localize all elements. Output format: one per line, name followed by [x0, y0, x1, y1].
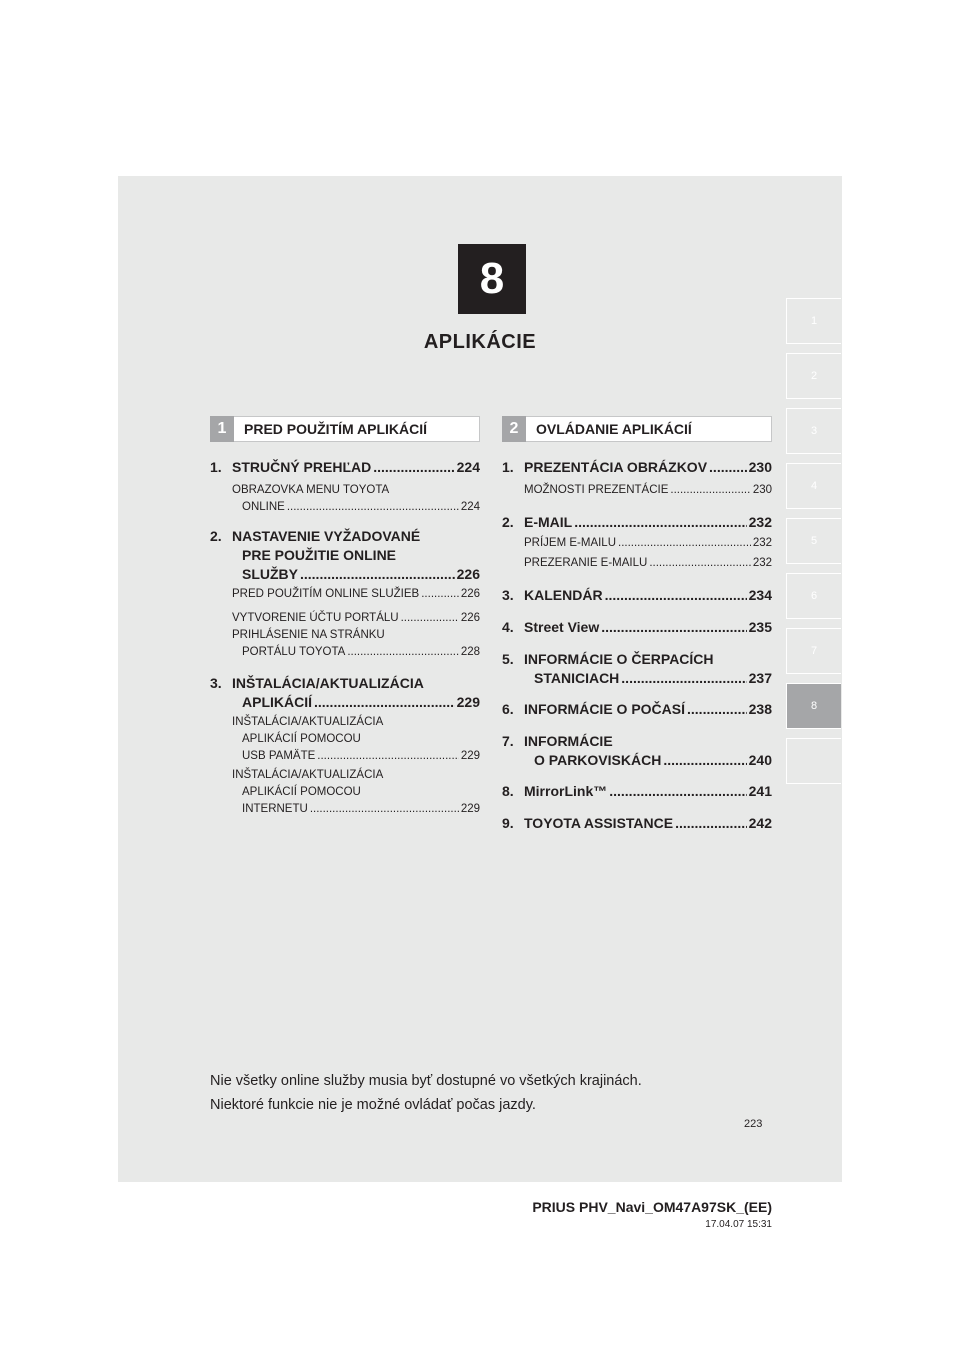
toc-subentry[interactable]: [524, 555, 772, 572]
document-id: PRIUS PHV_Navi_OM47A97SK_(EE): [532, 1199, 772, 1215]
section-number: 1: [210, 416, 234, 442]
page-number: 223: [744, 1118, 763, 1130]
toc-subentry[interactable]: [232, 610, 480, 627]
toc-subentry-title: INŠTALÁCIA/AKTUALIZÁCIA: [232, 716, 384, 728]
toc-page-number: 230: [752, 484, 772, 496]
toc-entry-number: 1.: [502, 459, 514, 475]
toc-entry-number: 3.: [502, 587, 514, 603]
document-date: 17.04.07 15:31: [705, 1219, 772, 1230]
toc-entry-number: 1.: [210, 459, 222, 475]
toc-entry-number: 8.: [502, 783, 514, 799]
toc-entry[interactable]: [502, 814, 772, 833]
chapter-tab-3[interactable]: 3: [786, 408, 841, 454]
toc-page-number: 226: [456, 566, 480, 582]
leader-dots: [574, 513, 746, 532]
toc-entry-number: 7.: [502, 733, 514, 749]
leader-dots: [663, 751, 746, 770]
toc-entry-title: INŠTALÁCIA/AKTUALIZÁCIA: [232, 675, 424, 691]
toc-entry-number: 3.: [210, 675, 222, 691]
toc-subentry-title: APLIKÁCIÍ POMOCOU: [242, 786, 361, 798]
leader-dots: [401, 610, 459, 627]
toc-subentry-title: VYTVORENIE ÚČTU PORTÁLU: [232, 612, 399, 624]
section-number: 2: [502, 416, 526, 442]
leader-dots: [373, 458, 454, 477]
toc-entry-title: MirrorLink™: [524, 783, 608, 799]
toc-page-number: 228: [460, 646, 480, 658]
section-title: OVLÁDANIE APLIKÁCIÍ: [536, 421, 692, 437]
toc-entry-number: 4.: [502, 619, 514, 635]
toc-subentry-title: OBRAZOVKA MENU TOYOTA: [232, 484, 390, 496]
toc-entry-number: 5.: [502, 651, 514, 667]
toc-page-number: 240: [748, 752, 772, 768]
toc-page-number: 229: [456, 694, 480, 710]
toc-page-number: 229: [460, 803, 480, 815]
chapter-tab-blank[interactable]: [786, 738, 841, 784]
toc-entry[interactable]: [502, 458, 772, 477]
toc-subentry[interactable]: [232, 714, 480, 765]
toc-subentry-title: PRED POUŽITÍM ONLINE SLUŽIEB: [232, 588, 420, 600]
toc-subentry-title: INTERNETU: [242, 803, 308, 815]
toc-entry[interactable]: [502, 618, 772, 637]
toc-page-number: 226: [460, 588, 480, 600]
leader-dots: [709, 458, 747, 477]
chapter-tab-6[interactable]: 6: [786, 573, 841, 619]
toc-page-number: 226: [460, 612, 480, 624]
toc-page-number: 234: [748, 587, 772, 603]
chapter-tab-4[interactable]: 4: [786, 463, 841, 509]
toc-entry-title: TOYOTA ASSISTANCE: [524, 815, 674, 831]
toc-page-number: 224: [460, 501, 480, 513]
toc-entry-number: 2.: [502, 514, 514, 530]
toc-entry-title: O PARKOVISKÁCH: [534, 752, 662, 768]
toc-entry-title: INFORMÁCIE O POČASÍ: [524, 701, 686, 717]
toc-page-number: 237: [748, 670, 772, 686]
toc-subentry-title: PREZERANIE E-MAILU: [524, 557, 648, 569]
leader-dots: [670, 482, 750, 499]
chapter-tab-2[interactable]: 2: [786, 353, 841, 399]
section-title: PRED POUŽITÍM APLIKÁCIÍ: [244, 421, 428, 437]
toc-entry-title: INFORMÁCIE O ČERPACÍCH: [524, 651, 714, 667]
toc-entry-title: PRE POUŽITIE ONLINE: [242, 547, 397, 563]
toc-subentry[interactable]: [232, 767, 480, 818]
toc-subentry-title: PORTÁLU TOYOTA: [242, 646, 346, 658]
toc-page-number: 235: [748, 619, 772, 635]
toc-entry-title: NASTAVENIE VYŽADOVANÉ: [232, 528, 421, 544]
chapter-tab-8[interactable]: 8: [786, 683, 841, 729]
leader-dots: [317, 748, 459, 765]
leader-dots: [421, 586, 459, 603]
toc-page-number: 229: [460, 750, 480, 762]
chapter-tab-7[interactable]: 7: [786, 628, 841, 674]
toc-entry-title: Street View: [524, 619, 600, 635]
toc-entry-title: INFORMÁCIE: [524, 733, 613, 749]
leader-dots: [300, 565, 455, 584]
chapter-tab-1[interactable]: 1: [786, 298, 841, 344]
leader-dots: [601, 618, 746, 637]
toc-page-number: 241: [748, 783, 772, 799]
leader-dots: [618, 535, 751, 552]
toc-entry[interactable]: [502, 782, 772, 801]
toc-page-number: 232: [752, 537, 772, 549]
toc-subentry[interactable]: [232, 482, 480, 516]
toc-entry-title: STRUČNÝ PREHĽAD: [232, 459, 372, 475]
leader-dots: [649, 555, 750, 572]
leader-dots: [347, 644, 458, 661]
toc-subentry-title: MOŽNOSTI PREZENTÁCIE: [524, 484, 669, 496]
toc-subentry[interactable]: [524, 535, 772, 552]
leader-dots: [314, 693, 455, 712]
toc-entry-title: PREZENTÁCIA OBRÁZKOV: [524, 459, 708, 475]
toc-subentry-title: APLIKÁCIÍ POMOCOU: [242, 733, 361, 745]
toc-entry[interactable]: [210, 674, 480, 712]
section-header-1: [210, 416, 480, 442]
toc-page-number: 242: [748, 815, 772, 831]
toc-page-number: 238: [748, 701, 772, 717]
toc-entry-number: 6.: [502, 701, 514, 717]
leader-dots: [621, 669, 746, 688]
toc-entry[interactable]: [502, 732, 772, 770]
toc-entry-title: E-MAIL: [524, 514, 573, 530]
toc-entry-title: APLIKÁCIÍ: [242, 694, 312, 710]
toc-subentry-title: PRÍJEM E-MAILU: [524, 537, 617, 549]
section-header-2: [502, 416, 772, 442]
toc-subentry[interactable]: [232, 586, 480, 603]
toc-entry[interactable]: [502, 700, 772, 719]
toc-entry[interactable]: [502, 513, 772, 532]
toc-page-number: 232: [748, 514, 772, 530]
chapter-title: APLIKÁCIE: [423, 331, 537, 353]
toc-entry[interactable]: [210, 458, 480, 477]
toc-subentry-title: PRIHLÁSENIE NA STRÁNKU: [232, 629, 385, 641]
chapter-number: 8: [479, 254, 505, 303]
toc-entry-title: STANICIACH: [534, 670, 620, 686]
toc-entry-number: 2.: [210, 528, 222, 544]
chapter-tab-5[interactable]: 5: [786, 518, 841, 564]
toc-entry-title: KALENDÁR: [524, 587, 603, 603]
availability-note: Nie všetky online služby musia byť dostupné vo všetkých krajinách.: [210, 1073, 642, 1089]
toc-entry-number: 9.: [502, 815, 514, 831]
chapter-number-box: [458, 244, 526, 314]
toc-page-number: 232: [752, 557, 772, 569]
toc-page-number: 224: [456, 459, 480, 475]
toc-entry-title: SLUŽBY: [242, 566, 298, 582]
toc-entry[interactable]: [210, 527, 480, 584]
toc-subentry[interactable]: [232, 627, 480, 661]
toc-subentry-title: USB PAMÄTE: [242, 750, 316, 762]
leader-dots: [310, 801, 459, 818]
toc-entry[interactable]: [502, 586, 772, 605]
toc-subentry-title: ONLINE: [242, 501, 285, 513]
leader-dots: [687, 700, 747, 719]
toc-subentry[interactable]: [524, 482, 772, 499]
toc-subentry-title: INŠTALÁCIA/AKTUALIZÁCIA: [232, 769, 384, 781]
leader-dots: [609, 782, 746, 801]
leader-dots: [675, 814, 747, 833]
toc-page-number: 230: [748, 459, 772, 475]
driving-note: Niektoré funkcie nie je možné ovládať počas jazdy.: [210, 1097, 536, 1113]
leader-dots: [287, 499, 459, 516]
leader-dots: [605, 586, 747, 605]
toc-entry[interactable]: [502, 650, 772, 688]
